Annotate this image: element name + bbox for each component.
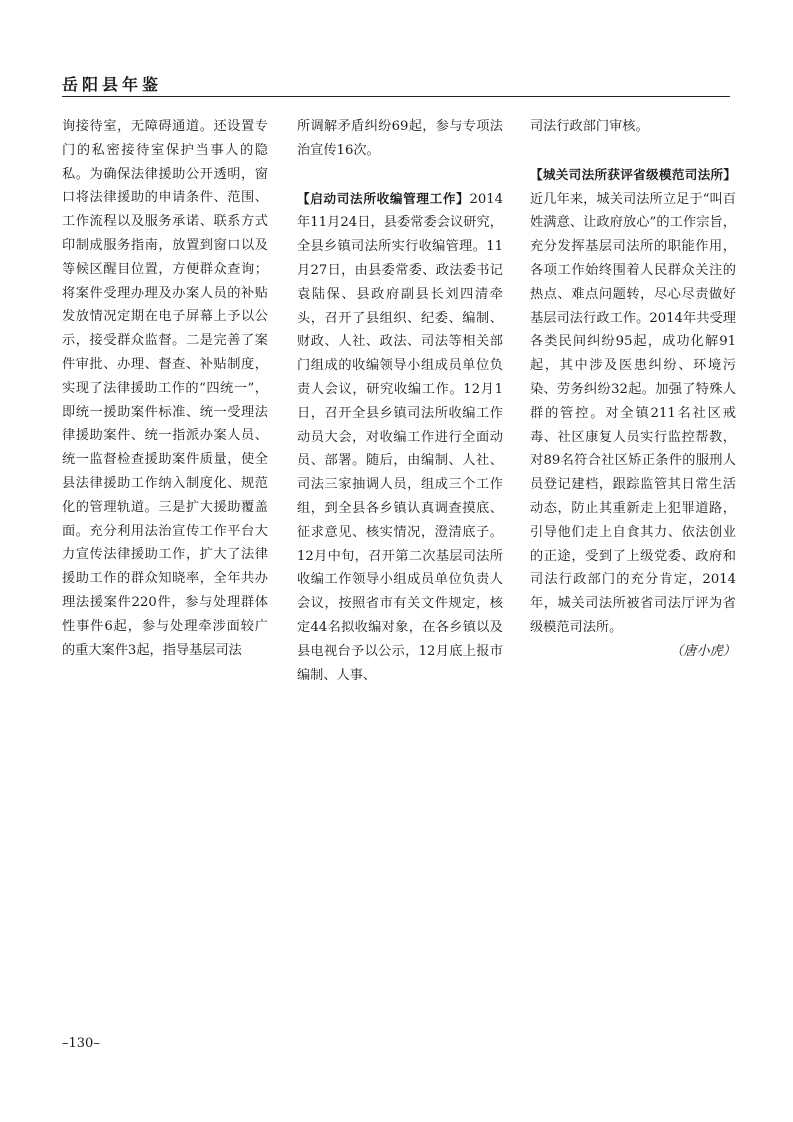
article-author: （唐小虎） xyxy=(670,643,736,659)
article-heading: 【城关司法所获评省级模范司法所】 xyxy=(530,166,736,182)
paragraph-mediation-continued: 所调解矛盾纠纷69起，参与专项法治宣传16次。 xyxy=(297,119,503,158)
header-divider xyxy=(62,96,730,97)
article-heading: 【启动司法所收编管理工作】 xyxy=(297,190,470,206)
column-1 xyxy=(62,115,268,662)
paragraph-legal-aid-continued: 询接待室，无障碍通道。还设置专门的私密接待室保护当事人的隐私。为确保法律援助公开透明，窗口将法律援助的申请条件、范围、工作流程以及服务承诺、联系方式印制成服务指南，放置到窗口以及等候区醒目位置，方便群众查询；将案件受理办理及办案人员的补贴发放情况定期在电子屏幕上予以公示，接受群众监督。二是完善了案件审批、办理、督查、补贴制度，实现了法律援助工作的“四统一”，即统一援助案件标准、统一受理法律援助案件、统一指派办案人员、统一监督检查援助案件质量，使全县法律援助工作纳入制度化、规范化的管理轨道。三是扩大援助覆盖面。充分利用法治宣传工作平台大力宣传法律援助工作，扩大了法律援助工作的群众知晓率，全年共办理法援案件220件，参与处理群体性事件6起，参与处理牵涉面较广的重大案件3起，指导基层司法 xyxy=(62,119,268,658)
column-3 xyxy=(530,115,736,664)
paragraph-gap xyxy=(297,163,503,187)
paragraph-review-continued: 司法行政部门审核。 xyxy=(530,119,649,134)
page-number: –130– xyxy=(62,1036,100,1051)
column-2 xyxy=(297,115,503,687)
article-body: 2014年11月24日，县委常委会议研究，全县乡镇司法所实行收编管理。11月27日，由县委常委、政法委书记袁陆保、县政府副县长刘四清牵头，召开了县组织、纪委、编制、财政、人社、政法、司法等相关部门组成的收编领导小组成员单位负责人会议，研究收编工作。12月1日，召开全县乡镇司法所收编工作动员大会，对收编工作进行全面动员、部署。随后，由编制、人社、司法三家抽调人员，组成三个工作组，到全县各乡镇认真调查摸底、征求意见、核实情况，澄清底子。12月中旬，召开第二次基层司法所收编工作领导小组成员单位负责人会议，按照省市有关文件规定，核定44名拟收编对象，在各乡镇以及县电视台予以公示，12月底上报市编制、人事、 xyxy=(297,191,503,683)
running-header-title: 岳阳县年鉴 xyxy=(62,75,163,94)
paragraph-gap xyxy=(530,139,736,163)
article-chengguan-model-office xyxy=(530,163,736,640)
article-body: 近几年来，城关司法所立足于“叫百姓满意、让政府放心”的工作宗旨，充分发挥基层司法所的职能作用，各项工作始终围着人民群众关注的热点、难点问题转，尽心尽责做好基层司法行政工作。2014年共受理各类民间纠纷95起，成功化解91起，其中涉及医患纠纷、环境污染、劳务纠纷32起。加强了特殊人群的管控。对全镇211名社区戒毒、社区康复人员实行监控帮教，对89名符合社区矫正条件的服刑人员登记建档，跟踪监管其日常生活动态，防止其重新走上犯罪道路，引导他们走上自食其力、依法创业的正途，受到了上级党委、政府和司法行政部门的充分肯定，2014年，城关司法所被省司法厅评为省级模范司法所。 xyxy=(530,191,736,635)
article-justice-office-management xyxy=(297,187,503,688)
